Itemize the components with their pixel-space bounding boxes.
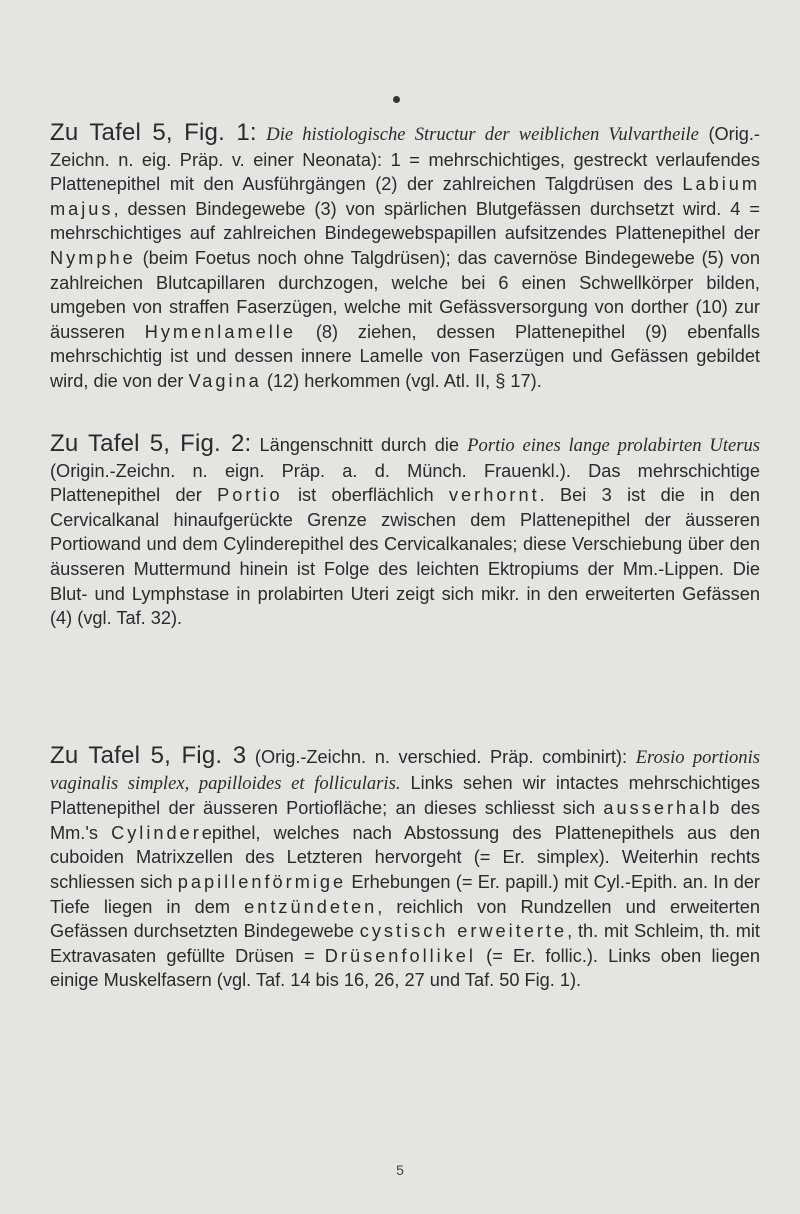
caption-text-run: ausserhalb — [603, 798, 723, 819]
caption-text-run: Drüsenfollikel — [324, 945, 476, 966]
caption-text-run: , th. mit Schleim, th. mit Extravasaten gefüllte Drüsen = — [50, 921, 760, 966]
caption-text-run: Hymenlamelle — [144, 321, 296, 342]
caption-text-run: Portio — [217, 485, 283, 506]
caption-text-run: Die histiologische Structur der weiblichen Vulvartheile — [266, 124, 699, 145]
bullet-mark — [393, 96, 400, 103]
caption-text-run: (12) herkommen (vgl. Atl. II, § 17). — [261, 370, 542, 391]
caption-heading: Zu Tafel 5, Fig. 3 — [50, 742, 247, 769]
caption-text-run: entzündeten — [244, 896, 378, 917]
caption-text-run: . Bei 3 ist die in den Cervicalkanal hinaufgerückte Grenze zwischen dem Plattenepithel der äusseren Portiowand und dem Cylinderepithel des Cervicalkanales; diese Verschiebung über den äusseren Muttermund hinein ist Folge des leichten Ektropiums der Mm.-Lippen. Die Blut- und Lymphstase in prolabirten Uteri zeigt sich mikr. in den erweiterten Gefässen (4) (vgl. Taf. 32). — [50, 485, 760, 629]
caption-heading: Zu Tafel 5, Fig. 2: — [50, 430, 252, 457]
caption-text-run: (Orig.-Zeichn. n. eig. Präp. v. einer Neonata): 1 = mehrschichtiges, gestreckt verlaufendes Plattenepithel mit den Ausführgängen (2) der zahlreichen Talgdrüsen des — [50, 124, 760, 195]
caption-fig-2 — [50, 432, 760, 631]
caption-text-run: Längenschnitt durch die — [251, 435, 468, 455]
caption-text-run: des Mm.'s — [50, 798, 760, 843]
caption-text-run: Links sehen wir intactes mehrschichtiges Plattenepithel der äusseren Portiofläche; an dieses schliesst sich — [50, 772, 760, 819]
caption-text-run: (Origin.-Zeichn. n. eign. Präp. a. d. Münch. Frauenkl.). Das mehrschichtige Plattenepithel der — [50, 460, 760, 506]
caption-text-run: epithel, welches nach Abstossung des Plattenepithels aus den cuboiden Matrixzellen des Letzteren hervorgeht (= Er. simplex). Weiterhin rechts schliessen sich — [50, 822, 760, 892]
caption-text-run: Erosio portionis vaginalis simplex, papilloides et follicularis. — [50, 747, 760, 794]
caption-text-run: verhornt — [448, 485, 540, 506]
caption-text-run: (beim Foetus noch ohne Talgdrüsen); das cavernöse Bindegewebe (5) von zahlreichen Blutcapillaren durchzogen, welche bei 6 einen Schwellkörper bilden, umgeben von straffen Faserzügen, welche mit Gefässversorgung von dorther (10) zur äusseren — [50, 247, 760, 342]
caption-text-run: ist oberflächlich — [282, 485, 449, 506]
caption-text-run: Vagina — [188, 370, 262, 391]
page-number: 5 — [396, 1162, 404, 1178]
caption-text-run: Portio eines lange prolabirten Uterus — [467, 435, 761, 456]
caption-text-run: , dessen Bindegewebe (3) von spärlichen Blutgefässen durchsetzt wird. 4 = mehrschichtiges auf zahlreichen Bindegewebspapillen aufsitzendes Plattenepithel der — [50, 198, 760, 244]
caption-text-run: (8) ziehen, dessen Plattenepithel (9) ebenfalls mehrschichtig ist und dessen innere Lamelle von Faserzügen und Gefässen gebildet wird, die von der — [50, 321, 760, 391]
caption-heading: Zu Tafel 5, Fig. 1: — [50, 119, 257, 146]
caption-fig-1 — [50, 121, 760, 394]
caption-text-run: papillenförmige — [177, 871, 347, 892]
caption-text-run: cystisch erweiterte — [359, 921, 568, 942]
caption-text-run: (Orig.-Zeichn. n. verschied. Präp. combinirt): — [246, 747, 636, 767]
caption-text-run: (= Er. follic.). Links oben liegen einige Muskelfasern (vgl. Taf. 14 bis 16, 26, 27 und Taf. 50 Fig. 1). — [50, 945, 760, 991]
caption-fig-3 — [50, 744, 760, 993]
caption-text-run: Labium majus — [50, 174, 760, 219]
caption-text-run: Cylinder — [111, 822, 202, 843]
caption-text-run: Nymphe — [50, 247, 136, 268]
caption-text-run: , reichlich von Rundzellen und erweiterten Gefässen durchsetzten Bindegewebe — [50, 896, 760, 942]
caption-text-run: Erhebungen (= Er. papill.) mit Cyl.-Epith. an. In der Tiefe liegen in dem — [50, 871, 760, 917]
